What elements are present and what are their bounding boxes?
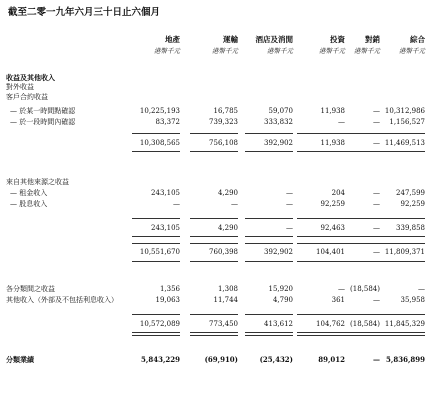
double-rule (245, 332, 293, 336)
rule-line (132, 133, 180, 134)
column-unit: 港幣千元 (212, 47, 238, 55)
table-cell: 11,469,513 (384, 139, 425, 147)
table-cell: 247,599 (396, 189, 425, 197)
rule-line (332, 218, 380, 219)
rule-line (332, 133, 380, 134)
table-cell: — (286, 200, 293, 208)
table-cell: 11,809,371 (384, 248, 425, 256)
row-label: 分類業績 (6, 355, 34, 364)
row-label: 其他收入（外部及不包括利息收入） (6, 296, 118, 304)
column-name: 酒店及消閒 (255, 35, 293, 44)
rule-line (190, 236, 238, 237)
table-cell: — (231, 200, 238, 208)
rule-line (245, 133, 293, 134)
column-unit: 港幣千元 (354, 47, 380, 55)
table-cell: — (373, 296, 380, 304)
table-cell: 16,785 (213, 107, 238, 115)
table-cell: 35,958 (400, 296, 425, 304)
rule-line (377, 236, 425, 237)
table-cell: — (173, 200, 180, 208)
table-cell: 89,012 (318, 355, 345, 364)
table-cell: 1,156,527 (389, 118, 425, 126)
rule-line (377, 314, 425, 315)
table-cell: 11,845,329 (384, 320, 425, 328)
table-cell: 92,463 (320, 224, 345, 232)
rule-line (377, 243, 425, 244)
table-cell: 392,902 (264, 248, 293, 256)
table-cell: 4,290 (217, 189, 238, 197)
table-cell: 361 (331, 296, 345, 304)
table-cell: 243,105 (151, 224, 180, 232)
table-cell: 5,843,229 (141, 355, 180, 364)
column-unit: 港幣千元 (399, 47, 425, 55)
row-label: — 於一段時間內確認 (10, 118, 76, 126)
rule-line (132, 261, 180, 262)
table-cell: (69,910) (204, 355, 238, 364)
row-label: 來自其他來源之收益 (6, 178, 69, 186)
table-cell: 104,762 (316, 320, 345, 328)
rule-line (332, 236, 380, 237)
row-label: — 於某一時間點確認 (10, 107, 76, 115)
table-cell: — (373, 118, 380, 126)
table-cell: 4,290 (217, 224, 238, 232)
table-cell: 92,259 (400, 200, 425, 208)
table-cell: 104,401 (316, 248, 345, 256)
table-cell: — (338, 285, 345, 293)
column-name: 地產 (165, 35, 180, 44)
table-cell: 1,356 (159, 285, 180, 293)
table-cell: 760,398 (209, 248, 238, 256)
column-header (365, 34, 425, 57)
table-cell: 4,790 (272, 296, 293, 304)
table-cell: — (373, 224, 380, 232)
rule-line (132, 314, 180, 315)
row-label: 各分類間之收益 (6, 285, 55, 293)
column-header (120, 34, 180, 57)
table-cell: (25,432) (259, 355, 293, 364)
table-cell: — (286, 224, 293, 232)
table-cell: 10,225,193 (139, 107, 180, 115)
double-rule (377, 332, 425, 336)
table-cell: 59,070 (268, 107, 293, 115)
table-cell: — (373, 107, 380, 115)
table-cell: 10,308,565 (139, 139, 180, 147)
table-cell: — (373, 200, 380, 208)
column-unit: 港幣千元 (267, 47, 293, 55)
rule-line (190, 261, 238, 262)
column-name: 綜合 (410, 35, 425, 44)
table-cell: 333,832 (264, 118, 293, 126)
table-cell: 92,259 (320, 200, 345, 208)
rule-line (245, 243, 293, 244)
rule-line (245, 261, 293, 262)
table-cell: 773,450 (209, 320, 238, 328)
table-title: 截至二零一九年六月三十日止六個月 (8, 7, 161, 18)
table-cell: 11,744 (213, 296, 238, 304)
column-name: 投資 (330, 35, 345, 44)
table-cell: 739,323 (209, 118, 238, 126)
rule-line (132, 243, 180, 244)
table-cell: 19,063 (155, 296, 180, 304)
table-cell: 11,938 (320, 107, 345, 115)
column-name: 運輸 (223, 35, 238, 44)
table-cell: 83,372 (155, 118, 180, 126)
table-cell: 392,902 (264, 139, 293, 147)
double-rule (332, 332, 380, 336)
rule-line (332, 243, 380, 244)
rule-line (377, 151, 425, 152)
rule-line (132, 151, 180, 152)
column-name: 對銷 (365, 35, 380, 44)
column-unit: 港幣千元 (319, 47, 345, 55)
rule-line (377, 218, 425, 219)
row-label: 客戶合約收益 (6, 93, 48, 101)
table-cell: — (286, 189, 293, 197)
rule-line (190, 314, 238, 315)
rule-line (332, 151, 380, 152)
rule-line (190, 133, 238, 134)
table-cell: (18,584) (350, 285, 380, 293)
rule-line (132, 218, 180, 219)
rule-line (245, 236, 293, 237)
double-rule (132, 332, 180, 336)
rule-line (245, 151, 293, 152)
column-header (178, 34, 238, 57)
rule-line (190, 218, 238, 219)
table-cell: — (418, 285, 425, 293)
table-cell: 339,858 (396, 224, 425, 232)
table-cell: 756,108 (209, 139, 238, 147)
table-cell: 15,920 (268, 285, 293, 293)
table-cell: 10,572,089 (139, 320, 180, 328)
column-header (233, 34, 293, 57)
row-label: 收益及其他收入 (6, 73, 55, 82)
rule-line (132, 236, 180, 237)
rule-line (377, 261, 425, 262)
row-label: — 股息收入 (10, 200, 48, 208)
table-cell: — (373, 139, 380, 147)
table-cell: — (373, 248, 380, 256)
rule-line (332, 314, 380, 315)
table-cell: 5,836,899 (386, 355, 425, 364)
row-label: — 租金收入 (10, 189, 48, 197)
rule-line (190, 243, 238, 244)
rule-line (245, 218, 293, 219)
table-cell: — (338, 118, 345, 126)
table-cell: (18,584) (350, 320, 380, 328)
rule-line (332, 261, 380, 262)
rule-line (245, 314, 293, 315)
table-cell: 10,551,670 (139, 248, 180, 256)
rule-line (377, 133, 425, 134)
table-cell: 11,938 (320, 139, 345, 147)
column-unit: 港幣千元 (154, 47, 180, 55)
rule-line (190, 151, 238, 152)
table-cell: 204 (331, 189, 345, 197)
table-cell: 10,312,986 (384, 107, 425, 115)
table-cell: 1,308 (217, 285, 238, 293)
table-cell: 243,105 (151, 189, 180, 197)
table-cell: — (373, 189, 380, 197)
table-cell: 413,612 (264, 320, 293, 328)
table-cell: — (373, 355, 380, 364)
double-rule (190, 332, 238, 336)
row-label: 對外收益 (6, 83, 34, 91)
